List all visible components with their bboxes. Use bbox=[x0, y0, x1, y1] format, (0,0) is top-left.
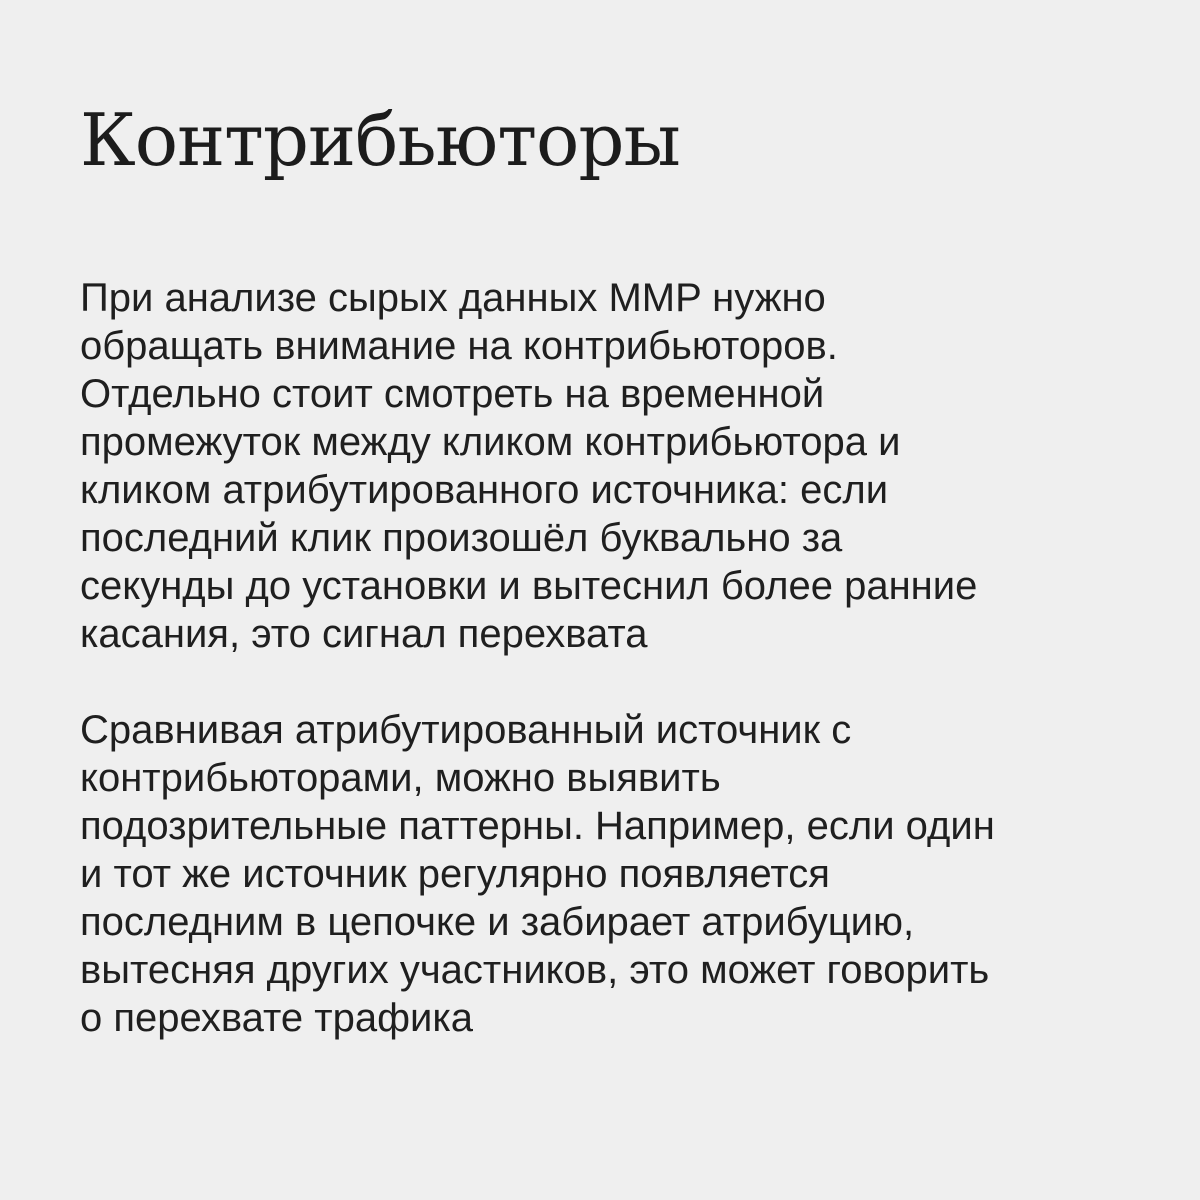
text-line: последний клик произошёл буквально за bbox=[80, 516, 843, 560]
text-line: контрибьюторами, можно выявить bbox=[80, 756, 721, 800]
slide-title: Контрибьюторы bbox=[80, 98, 680, 182]
text-line: Сравнивая атрибутированный источник с bbox=[80, 708, 852, 752]
text-line: Отдельно стоит смотреть на временной bbox=[80, 372, 825, 416]
text-line: касания, это сигнал перехвата bbox=[80, 612, 648, 656]
text-line: о перехвате трафика bbox=[80, 996, 473, 1040]
text-line: обращать внимание на контрибьюторов. bbox=[80, 324, 838, 368]
text-line: секунды до установки и вытеснил более ранние bbox=[80, 564, 978, 608]
text-line: и тот же источник регулярно появляется bbox=[80, 852, 830, 896]
text-line: последним в цепочке и забирает атрибуцию, bbox=[80, 900, 915, 944]
text-line: кликом атрибутированного источника: если bbox=[80, 468, 889, 512]
text-line: вытесняя других участников, это может говорить bbox=[80, 948, 990, 992]
text-line: промежуток между кликом контрибьютора и bbox=[80, 420, 901, 464]
text-line: При анализе сырых данных MMP нужно bbox=[80, 276, 826, 320]
text-line: подозрительные паттерны. Например, если один bbox=[80, 804, 995, 848]
paragraph-suspicious-patterns bbox=[80, 706, 995, 1042]
paragraph-contributors-analysis bbox=[80, 274, 977, 658]
